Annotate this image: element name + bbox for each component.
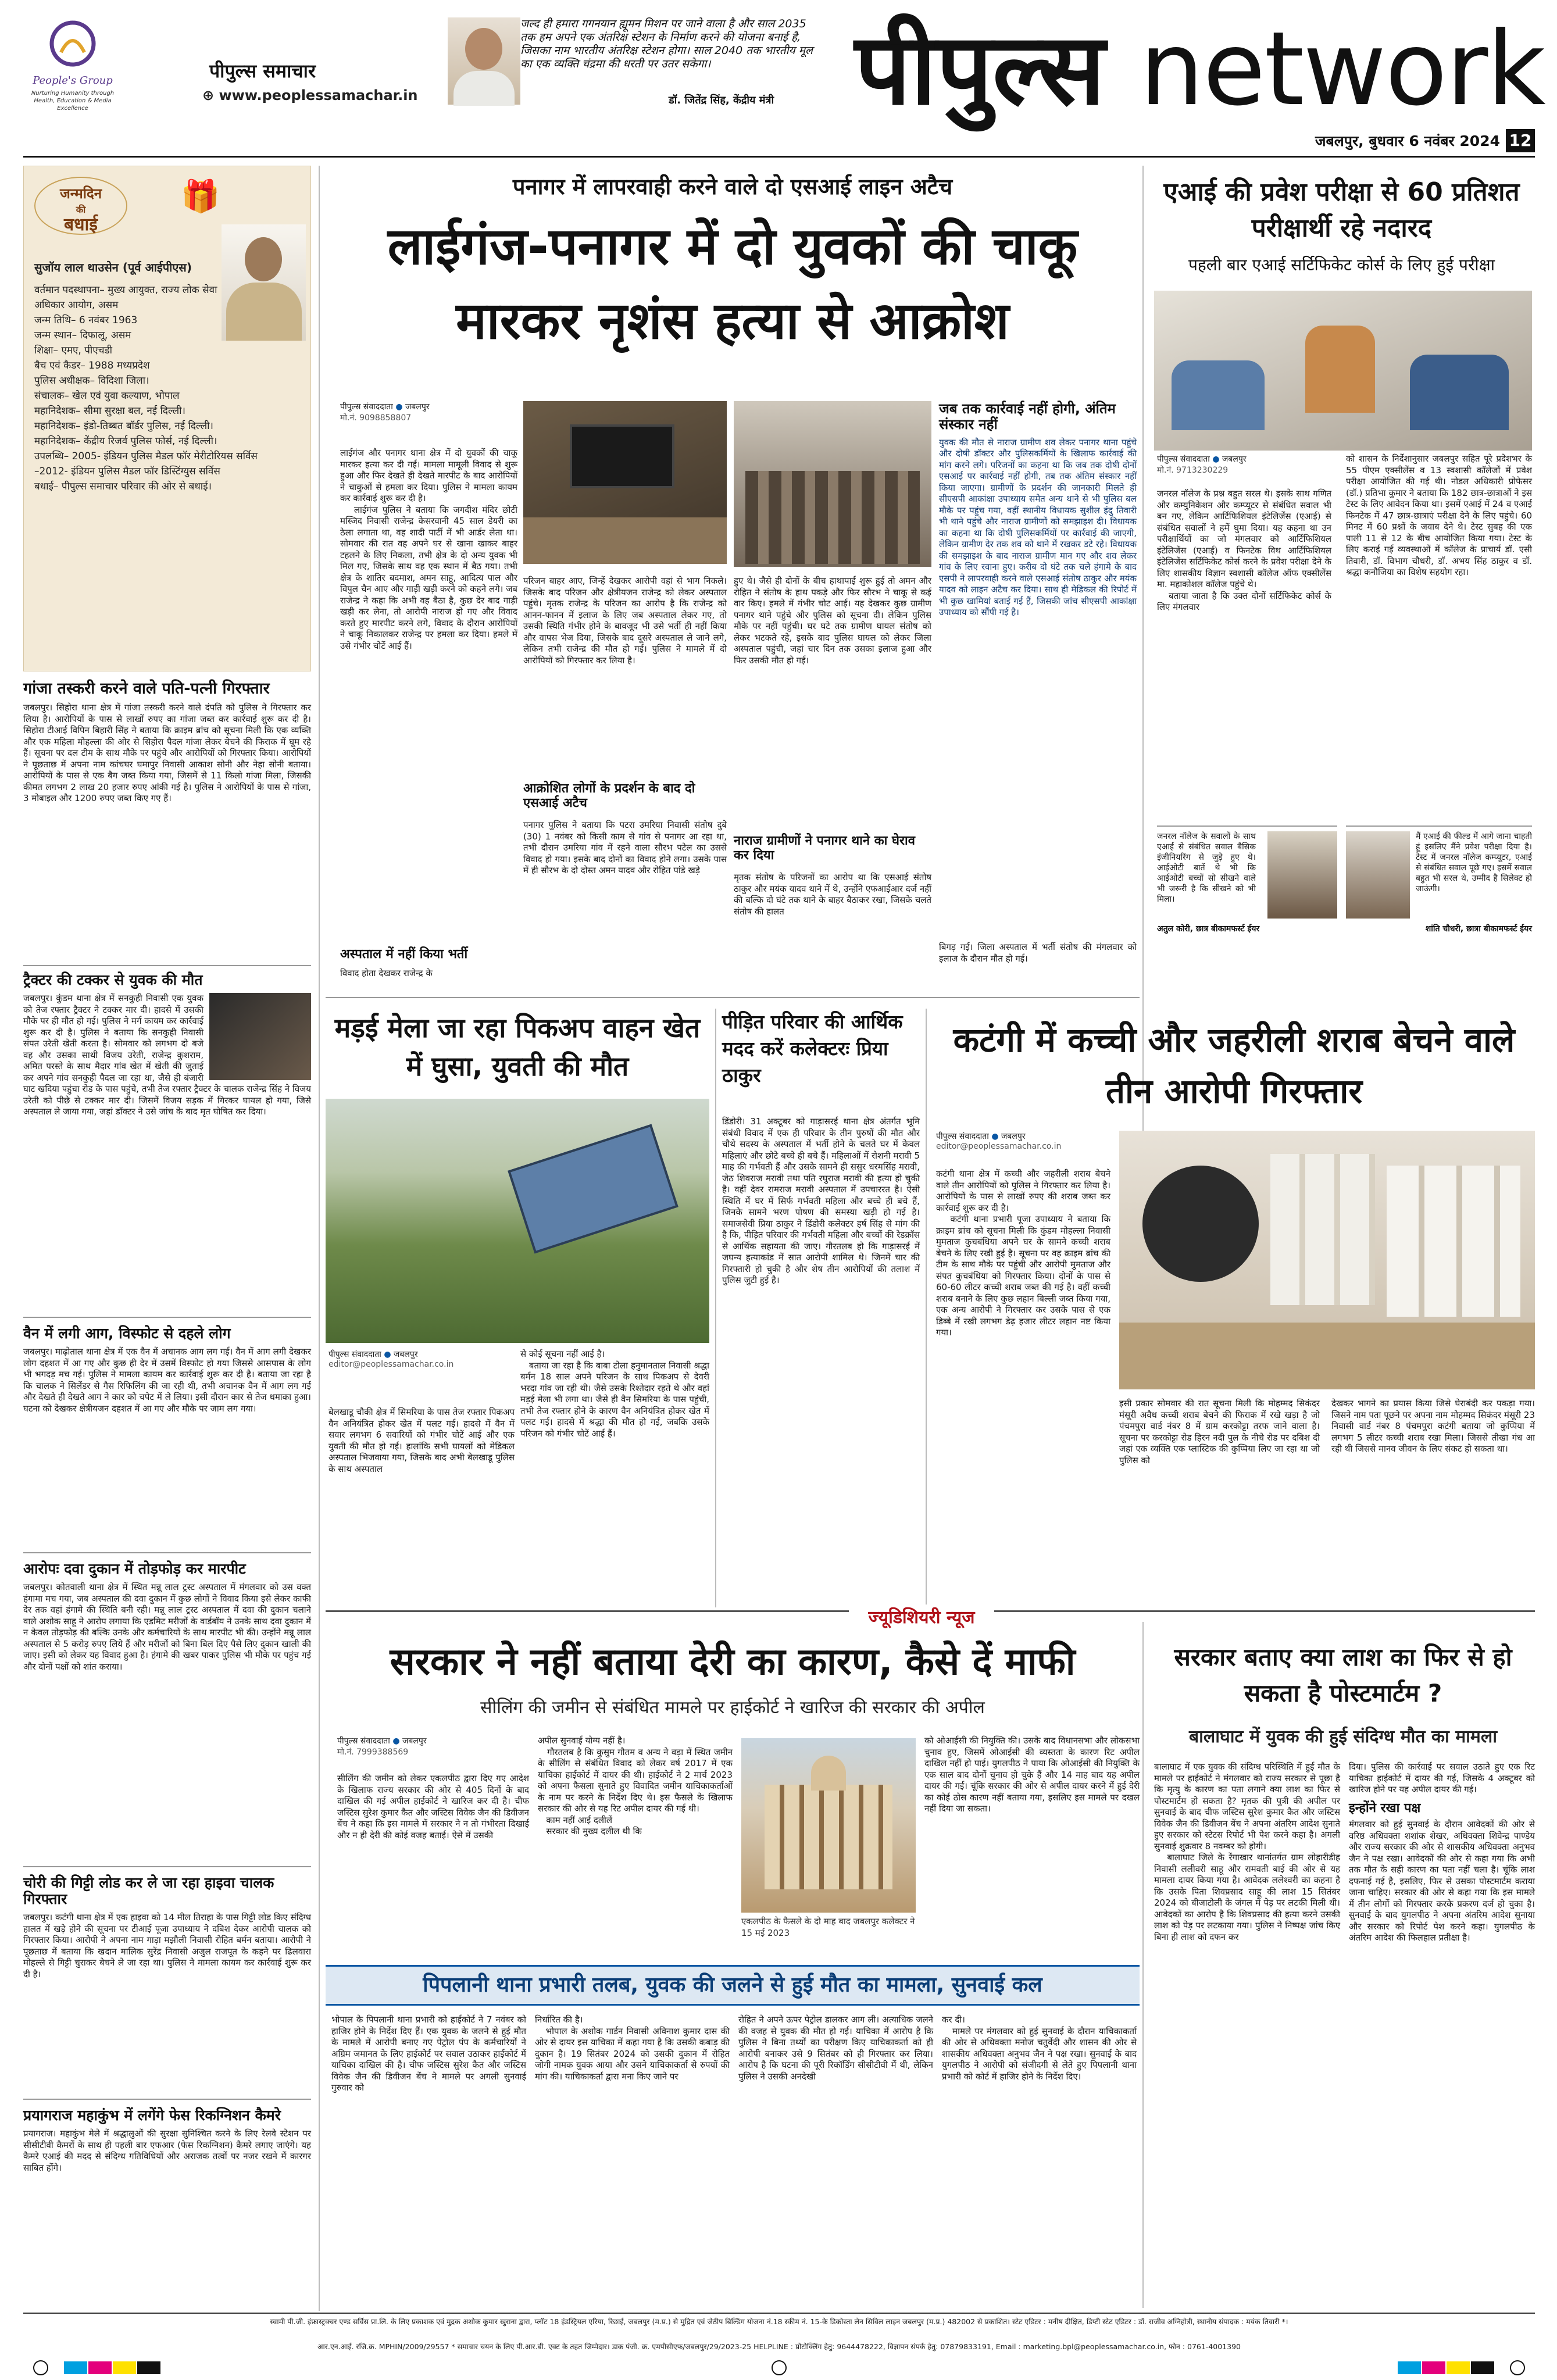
accident-headline: मड़ई मेला जा रहा पिकअप वाहन खेत में घुसा, युवती की मौत	[334, 1012, 701, 1082]
group-logo	[23, 17, 122, 119]
exam-quote-2: मैं एआई की फील्ड में आगे जाना चाहती हूं इसलिए मैंने प्रवेश परीक्षा दिया है। टेस्ट में जनरल नॉलेज कम्प्यूटर, एआई से संबंधित सवाल पूछे गए। इसमें सवाल बहुत भी सरल थे, उम्मीद है सिलेक्ट हो जाऊंगी। शांति चौधरी, छात्रा बीकामफर्स्ट ईयर	[1346, 826, 1532, 988]
lead-headline: लाईगंज-पनागर में दो युवकों की चाकू मारकर नृशंस हत्या से आक्रोश	[387, 216, 1078, 351]
exam-col-1: जनरल नॉलेज के प्रश्न बहुत सरल थे। इसके साथ गणित और कम्युनिकेशन और कम्प्यूटर से संबंधित सवाल भी बन गए, लेकिन आर्टिफिशियल इंटेलिजेंस (एआई) से संबंधित सवालों ने हमें घुमा दिया। यह कहना था उन परीक्षार्थियों का जो मंगलवार को आर्टिफिशियल इंटेलिजेंस (एआई) व फिनटेक विथ आर्टिफिशियल इंटेलिजेंस सर्टिफिकेट कोर्स करने के प्रवेश परीक्षा देने के लिए शासकीय विज्ञान स्वशासी कॉलेज ऑफ एक्सीलेंस मा. महाकोशल कॉलेज पहुंचे थे। बताया जाता है कि उक्त दोनों सर्टिफिकेट कोर्स के लिए मंगलवार	[1157, 488, 1331, 612]
judiciary-col-1: सीलिंग की जमीन को लेकर एकलपीठ द्वारा दिए गए आदेश के खिलाफ राज्य सरकार की ओर से 405 दिनों के बाद दाखिल की गई अपील हाईकोर्ट ने खारिज कर दी है। चीफ जस्टिस सुरेश कुमार कैत और जस्टिस विवेक जैन की डिवीजन बेंच ने कहा कि इस मामले में सरकार ने न तो गंभीरता दिखाई और न ही देरी की कोई वजह बताई। ऐसे में उसकी	[337, 1773, 532, 1841]
piplani-col-4: कर दी। मामले पर मंगलवार को हुई सुनवाई के दौरान याचिकाकर्ता की ओर से अधिवक्ता मनोज चतुर्वेदी और शासन की ओर से शासकीय अधिवक्ता अनुभव जैन ने पक्ष रखा। सुनवाई के बाद युगलपीठ ने आरोपी को संजीदगी से लेते हुए पिपलानी थाना प्रभारी को कोर्ट में हाजिर होने के निर्देश दिए।	[942, 2014, 1137, 2082]
lead-col-1: लाईगंज और पनागर थाना क्षेत्र में दो युवकों की चाकू मारकर हत्या कर दी गई। मामला मामूली विवाद से शुरू हुआ और फिर देखते ही देखते मारपीट के बाद आरोपियों ने चाकुओं से हमला कर दिया। पुलिस ने मामला कायम कर कार्रवाई शुरू कर दी है। लाईगंज पुलिस ने बताया कि जगदीश मंदिर छोटी मस्जिद निवासी राजेन्द्र केसरवानी 45 साल डेयरी का ठेला लगाता था, वह शादी पार्टी में भी आर्डर लेता था। सोमवार की रात वह अपने घर से खाना खाकर बाहर टहलने के लिए निकला, तभी क्षेत्र के दो अन्य युवक भी मिल गए, जिसके साथ वह एक स्थान में बैठ गया। तभी क्षेत्र के शातिर बदमाश, अमन साहू, आदित्य पाल और विपुल चैन आए और गाड़ी खड़ी करने को कहने लगे। जब राजेन्द्र ने कहा कि अभी वह बैठा है, कुछ देर बाद गाड़ी खड़ी कर लेना, तो आरोपी नाराज हो गए और विवाद करते हुए मारपीट करने लगे, विवाद के दौरान आरोपियों ने चाकू निकालकर राजेन्द्र पर हमला कर दिया। हमले में उसे गंभीर चोटें आई हैं।	[340, 448, 518, 651]
judiciary-col-2: अपील सुनवाई योग्य नहीं है। गौरतलब है कि कुसुम गौतम व अन्य ने वड़ा में स्थित जमीन के सीलिंग से संबंधित विवाद को लेकर वर्ष 2017 में एक याचिका हाईकोर्ट में दायर की थी। हाईकोर्ट ने 2 मार्च 2023 को अपना फैसला सुनाते हुए विवादित जमीन याचिकाकर्ताओं के नाम पर करने के निर्देश दिए थे। इस फैसले के खिलाफ सरकार की ओर से यह रिट अपील दायर की गई थी। काम नहीं आई दलीलें सरकार की मुख्य दलील थी कि	[538, 1735, 733, 1836]
accident-byline: पीपुल्स संवाददाता ● जबलपुर editor@peoplessamachar.co.in	[328, 1350, 454, 1369]
left-brief-1: गांजा तस्करी करने वाले पति-पत्नी गिरफ्तार जबलपुर। सिहोरा थाना क्षेत्र में गांजा तस्करी करने वाले दंपति को पुलिस ने गिरफ्तार कर लिया है। आरोपियों के पास से लाखों रुपए का गांजा जब्त कर कार्रवाई शुरू कर दी है। सिहोरा टीआई विपिन बिहारी सिंह ने बताया कि क्राइम ब्रांच को सूचना मिली कि एक व्यक्ति और एक महिला मोहल्ला की ओर से सिहोरा पैदल गांजा लेकर बेचने की फिराक में घूम रहे हैं। सूचना पर दल टीम के साथ मौके पर पहुंचे और आरोपियों को गिरफ्तार किया। आरोपियों ने पूछताछ में अपना नाम कांचघर घमापुर निवासी आकाश सोनी और नेहा सोनी बताया। आरोपियों के पास से एक बैग जब्त किया गया, जिसमें से 11 किलो गांजा मिला, जिसकी कीमत लगभग 2 लाख 20 हजार रुपए आंकी गई है। पुलिस ने आरोपियों के पास से गांजा, 3 मोबाइल और 1200 रुपए जब्त किए गए हैं।	[23, 680, 314, 804]
left-brief-4: आरोपः दवा दुकान में तोड़फोड़ कर मारपीट जबलपुर। कोतवाली थाना क्षेत्र में स्थित मन्नू लाल ट्रस्ट अस्पताल में मंगलवार को उस वक्त हंगामा मच गया, जब अस्पताल की दवा दुकान में कुछ लोगों ने विवाद किया इसे लेकर काफी देर तक वहां हंगामे की स्थिति बनी रही। मन्नू लाल ट्रस्ट अस्पताल में दवा की दुकान चलाने वाले अशोक साहू ने आरोप लगाया कि एडमिट मरीजों के वार्डबॉय ने उनके साथ दवा दुकान में न केवल तोड़फोड़ की बल्कि उनके और कर्मचारियों के साथ मारपीट भी की। उन्होंने मन्नू लाल अस्पताल से 5 करोड़ रुपए लिये हैं और मरीजों को बिना बिल दिए पैसे लिए दुकान खाली की जाए। इसी को लेकर यह विवाद हुआ है। हंगामे की खबर पाकर पुलिस भी मौके पर पहुंच गई और दोनों पक्षों को शांत कराया।	[23, 1560, 314, 1672]
paper-title	[855, 10, 1545, 140]
birthday-badge: जन्मदिन की बधाई	[34, 177, 127, 235]
exam-byline: पीपुल्स संवाददाता ● जबलपुर मो.नं. 9713230229	[1157, 455, 1247, 475]
accident-photo	[326, 1099, 709, 1343]
lead-col-3: हुए थे। जैसे ही दोनों के बीच हाथापाई शुरू हुई तो अमन और रोहित ने संतोष के हाथ पकड़े और फिर सौरभ ने चाकू से कई वार किए। हमले में गंभीर चोट आई। यह देखकर कुछ ग्रामीण पनागर थाने पहुंचे और पुलिस को सूचना दी। लेकिन पुलिस मौके पर नहीं पहुंची। घर घटे तक ग्रामीण घायल संतोष को लेकर भटकते रहे, इसके बाद पुलिस घायल को लेकर जिला अस्पताल पहुंची, जहां चार दिन तक उसका इलाज हुआ और फिर उसकी मौत हो गई।	[734, 576, 934, 666]
accident-col-2: से कोई सूचना नहीं आई है। बताया जा रहा है कि बाबा टोला हनुमानताल निवासी श्रद्धा बर्मन 18 साल अपने परिजन के साथ पिकअप से देवरी भरदा गांव जा रही थी। जैसे उसके रिश्तेदार रहते थे और वहां मड़ई मेला भी लगा था। जैसे ही वैन सिमरिया के पास पहुंची, तभी तेज रफ्तार होने के कारण वैन अनियंत्रित होकर खेत में पलट गई। हादसे में श्रद्धा की मौत हो गई, जबकि उसके परिजन को गंभीर चोटें आई हैं।	[520, 1349, 709, 1439]
group-tagline: Nurturing Humanity through Health, Education & Media Excellence	[31, 90, 115, 112]
birthday-name: सुजॉय लाल थाउसेन (पूर्व आईपीएस)	[34, 260, 192, 274]
lead-byline: पीपुल्स संवाददाता ● जबलपुर मो.नं. 9098858807	[340, 402, 430, 423]
birthday-box	[23, 166, 311, 671]
judiciary-headline: सरकार ने नहीं बताया देरी का कारण, कैसे दें माफी	[390, 1641, 1076, 1684]
print-color-bars-icon	[23, 2358, 1535, 2378]
balaghat-headline: सरकार बताए क्या लाश का फिर से हो सकता है पोस्टमार्टम ?	[1174, 1643, 1512, 1707]
piplani-col-1: भोपाल के पिपलानी थाना प्रभारी को हाईकोर्ट ने 7 नवंबर को हाजिर होने के निर्देश दिए हैं। एक युवक के जलने से हुई मौत के मामले में आरोपी बनाए गए पेट्रोल पंप के कर्मचारियों ने अग्रिम जमानत के लिए हाईकोर्ट पर सवाल उठाकर हाईकोर्ट में याचिका दाखिल की है। चीफ जस्टिस सुरेश कैत और जस्टिस विवेक जैन की डिवीजन बेंच ने मामले पर अगली सुनवाई गुरुवार को	[331, 2014, 529, 2093]
judiciary-col-3: को ओआईसी की नियुक्ति की। उसके बाद विधानसभा और लोकसभा चुनाव हुए, जिसमें ओआईसी की व्यस्तता के कारण रिट अपील दाखिल नहीं हो पाई। युगलपीठ ने पाया कि ओआईसी की नियुक्ति के एक साल बाद दोनों चुनाव हो चुके हैं और 14 माह बाद यह अपील दायर की गई। चूंकि सरकार की ओर से अपील दायर करने में हुई देरी का कोई ठोस कारण नहीं बताया गया, इसलिए इस मामले पर दखल नहीं दिया जा सकता।	[924, 1735, 1142, 1814]
paper-title-hindi: पीपुल्स	[855, 12, 1105, 127]
judiciary-byline: पीपुल्स संवाददाता ● जबलपुर मो.नं. 7999388569	[337, 1736, 427, 1757]
page-number: 12	[1506, 129, 1535, 152]
left-brief-2: ट्रैक्टर की टक्कर से युवक की मौत जबलपुर। कुंडम थाना क्षेत्र में सनकुही निवासी एक युवक को तेज रफ्तार ट्रैक्टर ने टक्कर मार दी। हादसे में उसकी मौके पर ही मौत हो गई। पुलिस ने मर्ग कायम कर कार्रवाई शुरू कर दी है। पुलिस ने बताया कि सनकुही निवासी संपत उरेती खेती करता है। सोमवार को लगभग दो बजे वह और उसका साथी विजय उरेती, राजेन्द्र कुशराम, अमित परस्ते के साथ मैदार गांव खेत में खेती की जुताई कर अपने गांव सनकुही पैदल जा रहा था, जैसे ही बंजारी घाट खदिया पहुंचा रोड के पास पहुंचे, तभी तेज रफ्तार ट्रैक्टर के चालक राजेन्द्र सिंह ने विजय उरेती को पीछे से टक्कर मार दी। जिसमें विजय सड़क में गिरकर घायल हो गया, जिसे अस्पताल ले जाया गया, जहां डॉक्टर ने उसे जांच के बाद मृत घोषित कर दिया।	[23, 971, 314, 1117]
high-court-photo	[741, 1738, 916, 1913]
hand-photo	[209, 993, 311, 1080]
liquor-col-3: देखकर भागने का प्रयास किया जिसे घेराबंदी कर पकड़ा गया। जिसने नाम पता पूछने पर अपना नाम मोहम्मद सिकंदर मंसूरी 23 निवासी वार्ड नंबर 8 पंचमपुरा कटंगी बताया जो कुप्पिया में लगभग 5 लीटर कच्ची शराब रखा मिला। जिससे तीखा गंध आ रही थी जिससे मानव जीवन के लिए संकट हो सकता था।	[1331, 1398, 1538, 1454]
balaghat-subhead: बालाघाट में युवक की हुई संदिग्ध मौत का मामला	[1189, 1727, 1497, 1747]
liquor-photo	[1119, 1131, 1535, 1389]
masthead-quote-author: डॉ. जितेंद्र सिंह, केंद्रीय मंत्री	[669, 94, 774, 106]
liquor-byline: पीपुल्स संवाददाता ● जबलपुर editor@peoplessamachar.co.in	[936, 1132, 1062, 1151]
gift-icon: 🎁	[181, 178, 220, 215]
left-brief-5: चोरी की गिट्टी लोड कर ले जा रहा हाइवा चालक गिरफ्तार जबलपुर। कटंगी थाना क्षेत्र में एक हाइवा को 14 मील तिराहा के पास गिट्टी लोड किए संदिग्ध हालत में खड़े होने की सूचना पर टीआई पूजा उपाध्याय ने दबिश देकर आरोपी चालक को गिरफ्तार किया। आरोपी ने अपना नाम गाड़ा मझौली निवासी रोहित बर्मन बताया। आरोपी ने पूछताछ में बताया कि खदान मालिक सुरेंद्र निवासी अजुल राजपूत के कहने पर ढिलवारा मोहल्ले से गिट्टी चुराकर बेचने ले जा रहा था। पुलिस ने मामला कायम कर कार्रवाई शुरू कर दी है।	[23, 1874, 314, 1979]
website-link[interactable]: ⊕ www.peoplessamachar.in	[202, 87, 418, 103]
globe-icon: ⊕	[202, 87, 219, 103]
judiciary-label: ज्यूडिशियरी न्यूज	[849, 1604, 994, 1630]
paper-title-english: network	[1140, 10, 1545, 128]
student-photo-2	[1346, 831, 1410, 919]
lead-col-1b: विवाद होता देखकर राजेन्द्र के	[340, 968, 433, 978]
lead-sub-2: आक्रोशित लोगों के प्रदर्शन के बाद दो एसआई अटैच	[523, 781, 695, 810]
exam-col-2: को शासन के निर्देशानुसार जबलपुर सहित पूरे प्रदेशभर के 55 पीएम एक्सीलेंस व 13 स्वशासी कॉलेजों में प्रवेश परीक्षा आयोजित की गई थी। नोडल अधिकारी प्रोफेसर (डॉ.) प्रतिभा कुमार ने बताया कि 182 छात्र-छात्राओं ने इस टेस्ट के लिए आवेदन किया था। इसमें एआई में 24 व एआई फिनटेक में 47 छात्र-छात्राएं परीक्षा देने के लिए पहुंचे। 60 मिनट में 60 प्रश्नों के जवाब देने थे। टेस्ट सुबह की एक पाली 11 से 12 के बीच आयोजित किया गया। टेस्ट के लिए कराई गई व्यवस्थाओं में कॉलेज के प्राचार्य डॉ. एसी तिवारी, डॉ. विभाग चौधरी, डॉ. अभय सिंह ठाकुर व डॉ. श्रद्धा कनौजिया का विशेष सहयोग रहा।	[1346, 453, 1535, 577]
lead-crowd-photo	[734, 401, 931, 567]
liquor-col-1: कटंगी थाना क्षेत्र में कच्ची और जहरीली शराब बेचने वाले तीन आरोपियों को पुलिस ने गिरफ्तार कर लिया है। आरोपियों के पास से लाखों रुपए की शराब जब्त कर कार्रवाई शुरू कर दी है। कटंगी थाना प्रभारी पूजा उपाध्याय ने बताया कि क्राइम ब्रांच को सूचना मिली कि कुंडम मोहल्ला निवासी मुमताज कुचबंधिया अपने घर के सामने कच्ची शराब बेचने के लिए रखी हुई है। सूचना पर वह क्राइम ब्रांच की टीम के साथ मौके पर पहुंची और आरोपी मुमताज और संपत कुचबंधिया को गिरफ्तार किया। दोनों के पास से 60-60 लीटर कच्ची शराब जब्त की गई है। वहीं कच्ची शराब बनाने के लिए कुछ लहान बिल्ली जब्त किया गया, एक अन्य आरोपी ने गिरफ्तार कर उसके पास से एक डिब्बे में रखी लगभग डेढ़ हजार लीटर लहान नष्ट किया गया।	[936, 1168, 1110, 1338]
lead-col-2b: पनागर पुलिस ने बताया कि पटरा उमरिया निवासी संतोष दुबे (30) 1 नवंबर को किसी काम से गांव से पनागर आ रहा था, तभी दौरान उमरिया गांव में रहने वाला सौरभ पटेल का उससे विवाद हो गया। इसके बाद दोनों का विवाद होने लगा। उसके पास में ही सौरभ के दो दोस्त अमन यादव और रोहित पांडे खड़े	[523, 820, 730, 875]
exam-photo	[1154, 291, 1532, 451]
lead-col-2: परिजन बाहर आए, जिन्हें देखकर आरोपी वहां से भाग निकले। जिसके बाद परिजन और क्षेत्रीयजन राजेन्द्र को लेकर अस्पताल पहुंचे। मृतक राजेन्द्र के परिजन का आरोप है कि राजेन्द्र को आनन-फानन में इलाज के लिए जब अस्पताल लेकर गए, तो उसकी स्थिति गंभीर होने के बावजूद भी उसे भर्ती ही नहीं किया और वापस भेज दिया, जिसके बाद दूसरे अस्पताल ले जाने लगे, लेकिन तभी राजेन्द्र की मौत हो गई। पुलिस ने मामले में दो आरोपियों को गिरफ्तार कर लिया है।	[523, 576, 730, 666]
left-brief-6: प्रयागराज महाकुंभ में लगेंगे फेस रिकग्निशन कैमरे प्रयागराज। महाकुंभ मेले में श्रद्धालुओं की सुरक्षा सुनिश्चित करने के लिए रेलवे स्टेशन पर सीसीटीवी कैमरों के साथ ही पहली बार एफआर (फेस रिकग्निशन) कैमरे लगाए जाएंगे। यह कैमरे एआई की मदद से संदिग्ध गतिविधियों और अराजक तत्वों पर नजर रखने में कारगर साबित होंगे।	[23, 2107, 314, 2173]
balaghat-col-1: बालाघाट में एक युवक की संदिग्ध परिस्थिति में हुई मौत के मामले पर हाईकोर्ट ने मंगलवार को राज्य सरकार से पूछा है कि मृत्यु के कारण का पता लगाने क्या लाश का फिर से पोस्टमार्टम हो सकता है? मृतक की पुत्री की अपील पर सुनवाई के बाद चीफ जस्टिस सुरेश कुमार कैत और जस्टिस विवेक जैन की डिवीजन बेंच ने अपना अंतरिम आदेश सुनाते हुए सरकार को स्टेटस रिपोर्ट भी पेश करने कहा है। अगली सुनवाई शुक्रवार 8 नवम्बर को होगी। बालाघाट जिले के रेंगाखार थानांतर्गत ग्राम लोहारीडीह निवासी ललीवरी साहू और रामवती बाई की ओर से यह मामला दायर किया गया है। आवेदक ललेश्वरी का कहना है कि उसके पिता शिवप्रसाद साहू की लाश 15 सितंबर 2024 को बीजाटोली के जंगल में पेड़ पर लटकी मिली थी। आवेदकों का आरोप है कि शिवप्रसाद की हत्या करने उसकी लाश को पेड़ पर लटकाया गया। पुलिस ने निष्पक्ष जांच किए बिना ही लाश को दफन कर	[1154, 1761, 1340, 1942]
lead-col-4b: बिगड़ गई। जिला अस्पताल में भर्ती संतोष की मंगलवार को इलाज के दौरान मौत हो गई।	[939, 942, 1140, 964]
exam-subhead: पहली बार एआई सर्टिफिकेट कोर्स के लिए हुई परीक्षा	[1188, 255, 1495, 274]
widow-text: डिंडोरी। 31 अक्टूबर को गाड़ासरई थाना क्षेत्र अंतर्गत भूमि संबंधी विवाद में एक ही परिवार के तीन पुरुषों की मौत और चौथे सदस्य के अस्पताल में भर्ती होने के चलते घर में केवल महिलाएं और छोटे बच्चे ही बचे हैं। महिलाओं में रोशनी मरावी 5 माह की गर्भवती हैं और उसके सामने ही ससुर धरमसिंह मरावी, जेठ शिवराज मरावी तथा पति रघुराज मरावी की हत्या हो चुकी है। वहीं देवर रामराज मरावी अस्पताल में उपचाररत है। ऐसी स्थिति में घर में सिर्फ गर्भवती महिला और बच्चे ही बचे हैं, जिनके सामने भरण पोषण की समस्या खड़ी हो गई है। समाजसेवी प्रिया ठाकुर ने डिंडोरी कलेक्टर हर्ष सिंह से मांग की है कि, पीड़ित परिवार की गर्भवती महिला और बच्चों की रेडक्रॉस से आर्थिक सहायता की जाए। गौरतलब हो कि गाड़ासरई में जघन्य हत्याकांड में सात आरोपी शामिल थे। जिनमें चार की गिरफ्तारी हो चुकी है और शेष तीन आरोपियों की तलाश में पुलिस जुटी हुई है।	[722, 1116, 923, 1285]
piplani-banner: पिपलानी थाना प्रभारी तलब, युवक की जलने से हुई मौत का मामला, सुनवाई कल	[326, 1965, 1140, 2006]
accident-col-1: बेलखाडू चौकी क्षेत्र में सिमरिया के पास तेज रफ्तार पिकअप वैन अनियंत्रित होकर खेत में पलट गई। हादसे में वैन में सवार लगभग 6 सवारियों को गंभीर चोटें आई और एक युवती की मौत हो गई। हालांकि सभी घायलों को मेडिकल अस्पताल भिजवाया गया, जिसके बाद अभी बेलखाडू पुलिस के साथ अस्पताल	[328, 1407, 517, 1474]
judiciary-subhead: सीलिंग की जमीन से संबंधित मामले पर हाईकोर्ट ने खारिज की सरकार की अपील	[480, 1698, 985, 1718]
high-court-caption: एकलपीठ के फैसले के दो माह बाद जबलपुर कलेक्टर ने 15 मई 2023	[741, 1916, 915, 1938]
group-name: People's Group	[33, 74, 113, 87]
left-brief-3: वैन में लगी आग, विस्फोट से दहले लोग जबलपुर। माढ़ोताल थाना क्षेत्र में एक वैन में अचानक आग लग गई। वैन में आग लगी देखकर लोग दहशत में आ गए और कुछ ही देर में उसमें विस्फोट हो गया जिससे आसपास के लोग भी भगदड़ मच गई। पुलिस ने मामला कायम कर कार्रवाई शुरू कर दी है। बताया जा रहा है कि चालक ने सिलेंडर से गैस रिफिलिंग की जा रही थी, तभी अचानक वैन में आग लग गई और देखते ही देखते आग ने कार को चपेट में ले लिया। इसी दौरान कार से तेज धमाका हुआ। घटना को देखकर क्षेत्रीयजन दहशत में आ गए और मौके पर जाम लग गया।	[23, 1325, 314, 1414]
lead-photo	[523, 401, 727, 564]
widow-headline: पीड़ित परिवार की आर्थिक मदद करें कलेक्टरः प्रिया ठाकुर	[722, 1010, 903, 1087]
masthead-quote: जल्द ही हमारा गगनयान ह्यूमन मिशन पर जाने वाला है और साल 2035 तक हम अपने एक अंतरिक्ष स्टेशन के निर्माण करने की योजना बनाई है, जिसका नाम भारतीय अंतरिक्ष स्टेशन होगा। साल 2040 तक भारतीय मूल का एक व्यक्ति चंद्रमा की धरती पर उतर सकेगा।	[520, 17, 816, 70]
lead-sub-3: नाराज ग्रामीणों ने पनागर थाने का घेराव कर दिया	[734, 834, 915, 863]
lead-col-3b: मृतक संतोष के परिजनों का आरोप था कि एसआई संतोष ठाकुर और मयंक यादव थाने में थे, उन्होंने एफआईआर दर्ज नहीं की बल्कि दो घंटे तक थाने के बाहर बैठाकर रखा, जिसके चलते संतोष की हालत	[734, 872, 934, 917]
lead-sub-1: अस्पताल में नहीं किया भर्ती	[340, 947, 468, 962]
piplani-col-2: निर्धारित की है। भोपाल के अशोक गार्डन निवासी अविनाश कुमार दास की ओर से दायर इस याचिका में कहा गया है कि उसकी कबाड़ की दुकान है। 19 सितंबर 2024 को उसकी दुकान में रोहित जोगी नामक युवक आया और उसने याचिकाकर्ता से रुपयों की मांग की। याचिकाकर्ता द्वारा मना किए जाने पर	[535, 2014, 730, 2082]
dateline: जबलपुर, बुधवार 6 नवंबर 2024	[1315, 133, 1500, 149]
sister-paper-logo: पीपुल्स समाचार	[209, 60, 316, 82]
lead-kicker: पनागर में लापरवाही करने वाले दो एसआई लाइन अटैच	[512, 174, 953, 199]
liquor-col-2: इसी प्रकार सोमवार की रात सूचना मिली कि मोहम्मद सिकंदर मंसूरी अवैध कच्ची शराब बेचने की फिराक में रखे खड़ा है जो पंचमपुरा वार्ड नंबर 8 में ग्राम करकोट्टा तरफ जाने वाला है। सूचना पर करकोट्टा रोड हिरन नदी पुल के नीचे रोड पर दबिश दी जहां एक व्यक्ति एक प्लास्टिक की कुप्पिया लिए जा रहा था जो पुलिस को	[1119, 1398, 1323, 1466]
masthead-rule	[23, 156, 1535, 158]
liquor-headline: कटंगी में कच्ची और जहरीली शराब बेचने वाले तीन आरोपी गिरफ्तार	[953, 1020, 1515, 1111]
minister-photo	[448, 17, 520, 105]
footer-registration: आर.एन.आई. रजि.क्र. MPHIN/2009/29557 * समाचार चयन के लिए पी.आर.बी. एक्ट के तहत जिम्मेदार। डाक पंजी. क्र. एमपीसीएफ/जबलपुर/29/2023-25 HELPLINE : प्रोटोक्लिंग हेतु: 9644478222, विज्ञापन संपर्क हेतु: 07879833191, Email : marketing.bpl@peoplessamachar.co.in, फोन : 0761-4001390	[317, 2342, 1241, 2351]
student-photo-1	[1267, 831, 1337, 919]
footer-imprint: स्वामी पी.जी. इंफ्रास्ट्रक्चर एण्ड सर्विस प्रा.लि. के लिए प्रकाशक एवं मुद्रक अशोक कुमार खुराना द्वारा, प्लॉट 18 इंडस्ट्रियल एरिया, रिछाई, जबलपुर (म.प्र.) से मुद्रित एवं जेठीप बिल्डिंग योजना नं.18 स्कीम नं. 15-के डिकोस्ता लेन सिविल लाइन जबलपुर (म.प्र.) 482002 से प्रकाशित। स्टेट एडिटर : मनीष दीक्षित, डिप्टी स्टेट एडिटर : डॉ. राजीव अग्निहोत्री, स्थानीय संपादक : मयंक तिवारी *।	[270, 2317, 1288, 2326]
lead-sidebox: जब तक कार्रवाई नहीं होगी, अंतिम संस्कार नहीं युवक की मौत से नाराज ग्रामीण शव लेकर पनागर थाना पहुंचे और दोषी डॉक्टर और पुलिसकर्मियों के खिलाफ कार्रवाई की मांग करने लगे। परिजनों का कहना था कि जब तक दोषी दोनों एसआई पर कार्रवाई नहीं होगी, तब तक अंतिम संस्कार नहीं किया जाएगा। ग्रामीणों के प्रदर्शन की जानकारी मिलते ही सीएसपी आकांक्षा उपाध्याय समेत अन्य थाने से भी पुलिस बल मौके पर पहुंच गया, वहीं स्थानीय विधायक सुशील इंदु तिवारी भी थाने पहुंचे और नाराज ग्रामीणों को समझाइश दी। विधायक का कहना था कि दोषी पुलिसकर्मियों पर कार्रवाई की जाएगी, लेकिन ग्रामीण देर तक शव को थाने में रखकर डटे रहे। विधायक की समझाइश के बाद नाराज ग्रामीण मान गए और शव लेकर गांव के लिए रवाना हुए। करीब दो घंटे तक चले हंगामे के बाद एसपी ने लापरवाही करने वाले एसआई संतोष ठाकुर और मयंक यादव को लाइन अटैच कर दिया। साथ ही मेडिकल की रिपोर्ट में भी कुछ खामियां बताई गई हैं, जिसकी जांच सीएसपी आकांक्षा उपाध्याय को सौंपी गई है।	[939, 401, 1140, 618]
peoples-group-emblem-icon	[47, 17, 99, 70]
registration-marks	[23, 2358, 1535, 2378]
piplani-col-3: रोहित ने अपने ऊपर पेट्रोल डालकर आग ली। अत्याधिक जलने की वजह से युवक की मौत हो गई। याचिका में आरोप है कि पुलिस ने बिना तथ्यों का परीक्षण किए याचिकाकर्ता को ही आरोपी बनाकर उसे 9 सितंबर को ही गिरफ्तार कर लिया। आरोप है कि घटना की पूरी रिकॉर्डिंग सीसीटीवी में थी, लेकिन पुलिस ने उसकी अनदेखी	[738, 2014, 936, 2082]
exam-quote-1: जनरल नॉलेज के सवालों के साथ एआई से संबंधित सवाल बैसिक इंजीनियरिंग से जुड़े हुए थे। आईओटी बातें थे भी कि आईओटी बच्चों सो सीखने वाले भी जरूरी है कि सीखने को भी मिला। अतुल कोरी, छात्र बीकामफर्स्ट ईयर	[1157, 826, 1337, 988]
balaghat-col-2: दिया। पुलिस की कार्रवाई पर सवाल उठाते हुए एक रिट याचिका हाईकोर्ट में दायर की गई, जिसके 4 अक्टूबर को खारिज होने पर यह अपील दायर की गई। इन्होंने रखा पक्ष मंगलवार को हुई सुनवाई के दौरान आवेदकों की ओर से वरिष्ठ अधिवक्ता शशांक शेखर, अधिवक्ता शिवेन्द्र पाण्डेय और राज्य सरकार की ओर से शासकीय अधिवक्ता अनुभव जैन ने पक्ष रखा। आवेदकों की ओर से कहा गया कि अभी तक मौत के सही कारण का पता नहीं चला है। चूंकि लाश दफनाई गई है, इसलिए, फिर से उसका पोस्टमार्टम कराया जाना चाहिए। सरकार की ओर से कहा गया कि इस मामले में तीन लोगों को गिरफ्तार करके प्रकरण दर्ज हो चुका है। सुनवाई के बाद युगलपीठ ने अपना अंतरिम आदेश सुनाया और सरकार को रिपोर्ट पेश करने कहा। युगलपीठ के अंतरिम आदेश की फिलहाल प्रतीक्षा है।	[1349, 1761, 1538, 1943]
birthday-details: वर्तमान पदस्थापना– मुख्य आयुक्त, राज्य लोक सेवा अधिकार आयोग, असम जन्म तिथि– 6 नवंबर 1963 जन्म स्थान– दिफालू, असम शिक्षा– एमए, पीएचडी बैच एवं कैडर– 1988 मध्यप्रदेश पुलिस अधीक्षक– विदिशा जिला। संचालक– खेल एवं युवा कल्याण, भोपाल महानिदेशक– सीमा सुरक्षा बल, नई दिल्ली। महानिदेशक– इंडो-तिब्बत बॉर्डर पुलिस, नई दिल्ली। महानिदेशक– केंद्रीय रिजर्व पुलिस फोर्स, नई दिल्ली। उपलब्धि– 2005- इंडियन पुलिस मैडल फॉर मेरीटोरियस सर्विस –2012- इंडियन पुलिस मैडल फॉर डिस्टिंग्युस सर्विस बधाई– पीपुल्स समाचार परिवार की ओर से बधाई।	[34, 284, 258, 492]
exam-headline: एआई की प्रवेश परीक्षा से 60 प्रतिशत परीक्षार्थी रहे नदारद	[1163, 177, 1520, 243]
